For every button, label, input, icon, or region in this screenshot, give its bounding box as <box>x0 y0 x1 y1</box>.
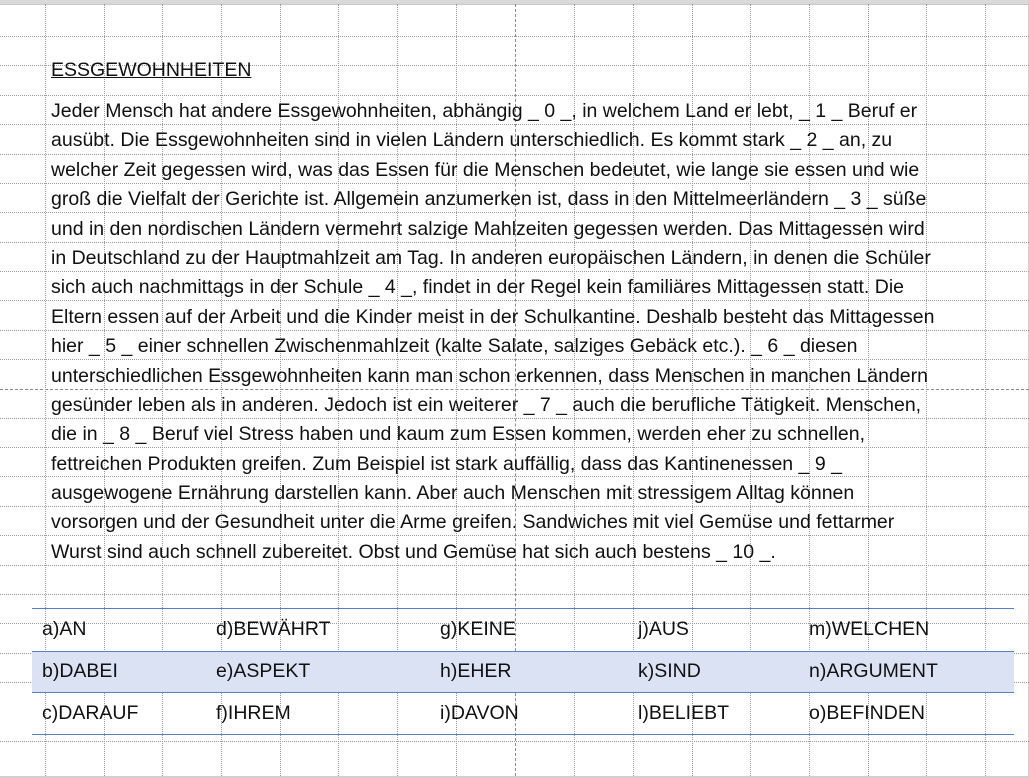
paragraph-line: Eltern essen auf der Arbeit und die Kinder meist in der Schulkantine. Deshalb besteht das Mittagessen <box>51 305 935 328</box>
paragraph-line: vorsorgen und der Gesundheit unter die Arme greifen. Sandwiches mit viel Gemüse und fettarmer <box>51 511 895 534</box>
paragraph-line: groß die Vielfalt der Gerichte ist. Allgemein anzumerken ist, dass in den Mittelmeerländern _ 3 _ süße <box>51 188 927 211</box>
paragraph-line: fettreichen Produkten greifen. Zum Beispiel ist stark auffällig, dass das Kantinenessen _ 9 _ <box>51 452 842 475</box>
answer-option: j)AUS <box>638 618 689 641</box>
answer-option: c)DARAUF <box>42 702 139 725</box>
answer-option: h)EHER <box>440 660 512 683</box>
paragraph-line: hier _ 5 _ einer schnellen Zwischenmahlzeit (kalte Salate, salziges Gebäck etc.). _ 6 _ diesen <box>51 335 858 358</box>
paragraph-line: ausgewogene Ernährung darstellen kann. Aber auch Menschen mit stressigem Alltag können <box>51 482 855 505</box>
answer-option: k)SIND <box>638 660 701 683</box>
answer-option: n)ARGUMENT <box>809 660 938 683</box>
answer-row <box>32 693 1014 735</box>
answer-option: l)BELIEBT <box>638 702 730 725</box>
paragraph-line: Wurst sind auch schnell zubereitet. Obst und Gemüse hat sich auch bestens _ 10 _. <box>51 540 776 563</box>
text-paragraph <box>51 97 1001 567</box>
answer-option: i)DAVON <box>440 702 519 725</box>
paragraph-line: ausübt. Die Essgewohnheiten sind in vielen Ländern unterschiedlich. Es kommt stark _ 2 _ an, zu <box>51 129 893 152</box>
paragraph-line: die in _ 8 _ Beruf viel Stress haben und kaum zum Essen kommen, werden eher zu schnellen, <box>51 423 866 446</box>
answer-option: a)AN <box>42 618 87 641</box>
answer-option: b)DABEI <box>42 660 118 683</box>
answer-row <box>32 609 1014 651</box>
paragraph-line: Jeder Mensch hat andere Essgewohnheiten, abhängig _ 0 _, in welchem Land er lebt, _ 1 _ Beruf er <box>51 100 918 122</box>
answer-options-table <box>32 608 1014 735</box>
paragraph-line: und in den nordischen Ländern vermehrt salzige Mahlzeiten gegessen werden. Das Mittagessen wird <box>51 217 925 240</box>
answer-option: m)WELCHEN <box>809 618 930 641</box>
answer-option: d)BEWÄHRT <box>216 618 331 641</box>
paragraph-line: welcher Zeit gegessen wird, was das Essen für die Menschen bedeutet, wie lange sie essen und wie <box>51 158 920 181</box>
paragraph-line: sich auch nachmittags in der Schule _ 4 _, findet in der Regel kein familiäres Mittagessen statt. Die <box>51 276 905 299</box>
paragraph-line: unterschiedlichen Essgewohnheiten kann man schon erkennen, dass Menschen in manchen Ländern <box>51 364 928 387</box>
answer-option: e)ASPEKT <box>216 660 311 683</box>
answer-option: g)KEINE <box>440 618 516 641</box>
document-title: ESSGEWOHNHEITEN <box>51 59 252 81</box>
answer-row <box>32 651 1014 693</box>
answer-option: o)BEFINDEN <box>809 702 925 725</box>
paragraph-line: in Deutschland zu der Hauptmahlzeit am Tag. In anderen europäischen Ländern, in denen die Schüler <box>51 246 931 269</box>
paragraph-line: gesünder leben als in anderen. Jedoch ist ein weiterer _ 7 _ auch die berufliche Tätigkeit. Menschen, <box>51 393 922 416</box>
answer-option: f)IHREM <box>216 702 291 725</box>
